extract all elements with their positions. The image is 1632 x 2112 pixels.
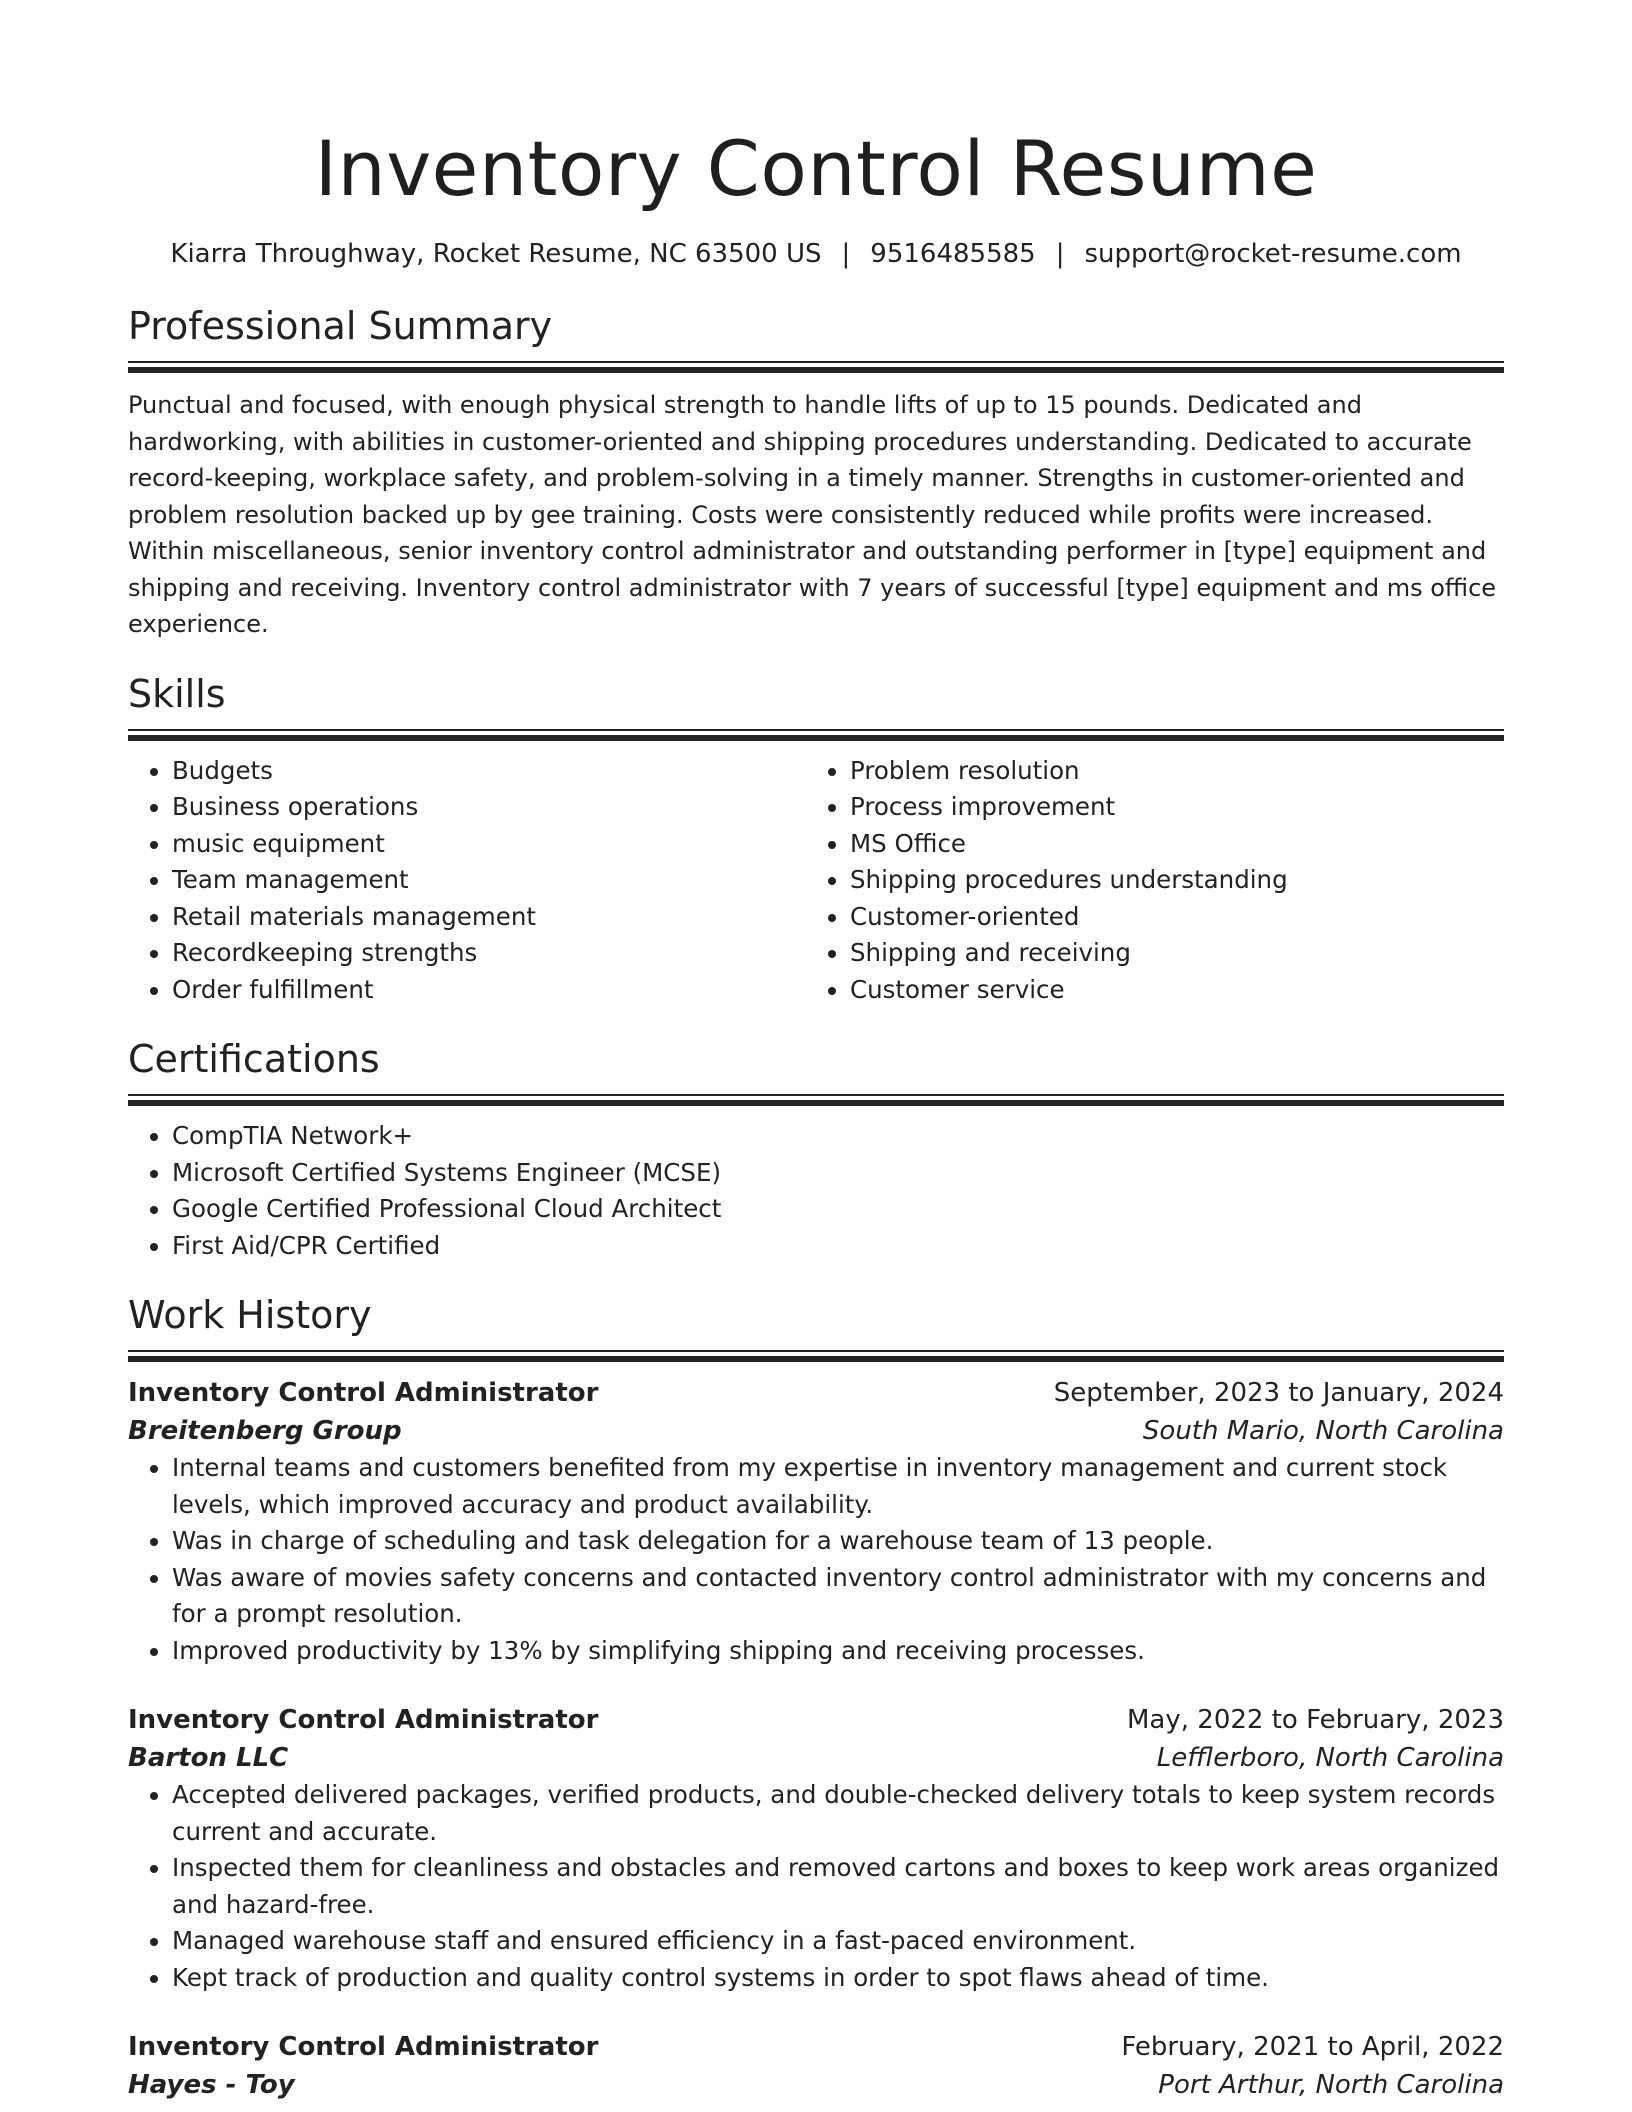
list-item: • Google Certified Professional Cloud Architect (172, 1191, 1504, 1228)
list-item: • Customer-oriented (850, 899, 1484, 936)
skills-section (128, 671, 1504, 1009)
list-item: • Was aware of movies safety concerns and contacted inventory control administrator with my concerns and for a prompt resolution. (172, 1560, 1504, 1633)
certifications-heading: Certifications (128, 1037, 380, 1081)
work-history-section (128, 1292, 1504, 2104)
list-item: • Was in charge of scheduling and task delegation for a warehouse team of 13 people. (172, 1523, 1504, 1560)
list-item: • Team management (172, 862, 806, 899)
list-item: • CompTIA Network+ (172, 1118, 1504, 1155)
job-subheader (128, 1739, 1504, 1777)
list-item: • Business operations (172, 789, 806, 826)
section-divider (128, 1350, 1504, 1362)
job-entry (128, 2028, 1504, 2104)
list-item: • Process improvement (850, 789, 1484, 826)
list-item: • First Aid/CPR Certified (172, 1228, 1504, 1265)
job-header (128, 1374, 1504, 1412)
contact-phone: 9516485585 (870, 239, 1036, 269)
resume-title: Inventory Control Resume (314, 124, 1318, 213)
job-location: South Mario, North Carolina (1142, 1416, 1504, 1446)
job-bullets (128, 1777, 1504, 1996)
list-item: • Budgets (172, 753, 806, 790)
job-title: Inventory Control Administrator (128, 2032, 599, 2062)
contact-separator: | (1055, 239, 1065, 269)
job-entry (128, 1701, 1504, 1996)
contact-separator: | (841, 239, 851, 269)
certifications-list (128, 1118, 1504, 1264)
certifications-section (128, 1036, 1504, 1264)
skills-left-list (128, 753, 806, 1009)
list-item: • Improved productivity by 13% by simplifying shipping and receiving processes. (172, 1633, 1504, 1670)
section-divider (128, 729, 1504, 741)
contact-address: Kiarra Throughway, Rocket Resume, NC 63500 US (170, 239, 822, 269)
job-company: Breitenberg Group (128, 1416, 402, 1446)
work-history-heading: Work History (128, 1293, 372, 1337)
job-dates: February, 2021 to April, 2022 (1121, 2032, 1504, 2062)
job-dates: September, 2023 to January, 2024 (1053, 1378, 1504, 1408)
job-subheader (128, 2066, 1504, 2104)
job-location: Port Arthur, North Carolina (1158, 2070, 1504, 2100)
list-item: • Shipping and receiving (850, 935, 1484, 972)
list-item: • Recordkeeping strengths (172, 935, 806, 972)
job-title: Inventory Control Administrator (128, 1378, 599, 1408)
list-item: • Retail materials management (172, 899, 806, 936)
job-header (128, 1701, 1504, 1739)
skills-right-list (806, 753, 1484, 1009)
job-subheader (128, 1412, 1504, 1450)
job-company: Barton LLC (128, 1743, 289, 1773)
job-title: Inventory Control Administrator (128, 1705, 599, 1735)
list-item: • Managed warehouse staff and ensured efficiency in a fast-paced environment. (172, 1923, 1504, 1960)
resume-page (128, 0, 1504, 2104)
contact-line (128, 237, 1504, 271)
list-item: • Internal teams and customers benefited from my expertise in inventory management and current stock levels, which improved accuracy and product availability. (172, 1450, 1504, 1523)
list-item: • Problem resolution (850, 753, 1484, 790)
list-item: • Kept track of production and quality control systems in order to spot flaws ahead of time. (172, 1960, 1504, 1997)
skills-columns (128, 753, 1504, 1009)
summary-heading: Professional Summary (128, 304, 553, 348)
job-header (128, 2028, 1504, 2066)
section-divider (128, 1094, 1504, 1106)
summary-section (128, 303, 1504, 643)
job-location: Lefflerboro, North Carolina (1156, 1743, 1504, 1773)
job-entry (128, 1374, 1504, 1669)
job-dates: May, 2022 to February, 2023 (1127, 1705, 1504, 1735)
list-item: • Order fulfillment (172, 972, 806, 1009)
list-item: • Shipping procedures understanding (850, 862, 1484, 899)
section-divider (128, 361, 1504, 373)
summary-text: Punctual and focused, with enough physical strength to handle lifts of up to 15 pounds. Dedicated and hardworking, with abilities in customer-oriented and shipping procedures understanding. Dedicated to accurate record-keeping, workplace safety, and problem-solving in a timely manner. Strengths in customer-oriented and problem resolution backed up by gee training. Costs were consistently reduced while profits were increased. Within miscellaneous, senior inventory control administrator and outstanding performer in [type] equipment and shipping and receiving. Inventory control administrator with 7 years of successful [type] equipment and ms office experience. (128, 391, 1497, 638)
list-item: • Accepted delivered packages, verified products, and double-checked delivery totals to keep system records current and accurate. (172, 1777, 1504, 1850)
skills-left-column (128, 753, 806, 1009)
list-item: • Microsoft Certified Systems Engineer (MCSE) (172, 1155, 1504, 1192)
skills-right-column (806, 753, 1484, 1009)
contact-email: support@rocket-resume.com (1084, 239, 1462, 269)
list-item: • MS Office (850, 826, 1484, 863)
skills-heading: Skills (128, 671, 226, 716)
job-bullets (128, 1450, 1504, 1669)
list-item: • music equipment (172, 826, 806, 863)
list-item: • Customer service (850, 972, 1484, 1009)
list-item: • Inspected them for cleanliness and obstacles and removed cartons and boxes to keep work areas organized and hazard-free. (172, 1850, 1504, 1923)
job-company: Hayes - Toy (128, 2070, 295, 2100)
